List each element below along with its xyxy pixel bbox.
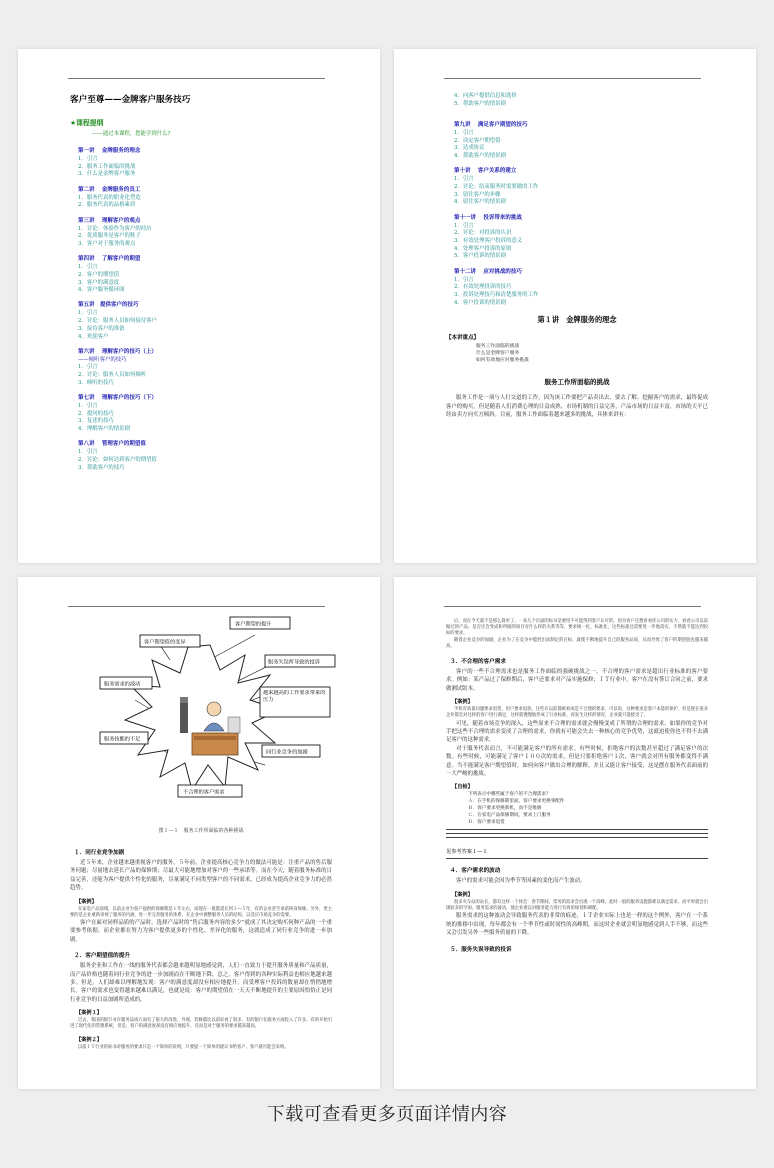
challenges-diagram (80, 615, 340, 825)
lecture-title: 第二讲 金牌服务的员工 (78, 186, 141, 193)
toc-lecture (446, 121, 708, 161)
page3-body (70, 841, 332, 1051)
lecture-item: 4．处理客户投诉的原则 (454, 245, 512, 252)
lecture-item: 3．复述的技巧 (78, 418, 114, 425)
body-paragraph: 服务工作是一项与人打交道的工作，因为该工作要把产品卖出去，要去了解、挖掘客户的需求，最终促成客户的购买。但是随着人们消费心理的日益成熟、市场机制的日益完善，产品市场的日益丰富，市场的天平已经由卖方向买方倾斜。目前，服务工作面临着越来越多的挑战，具体来讲有： (446, 395, 708, 419)
lecture-item: 2．讨论：如何达到客户的期望值 (78, 457, 157, 464)
body-paragraph: 服务需求的这种波动会导致服务代表的非常的痕迹，ＩＴ企业实际上也是一样的这个例外，客户在一个系统的推移中出现，每年都会有一个季节性或时间性的高峰期，而这时企业就会明显地感觉到人手不够，而这些又会引发另外一些服务质量的下降。 (446, 913, 708, 937)
lecture-item: 2．客户的期望值 (78, 271, 120, 278)
lecture-item: 3．帮助客户的技巧 (78, 464, 125, 471)
lecture-item: 1．引言 (78, 156, 98, 162)
toc-lecture (446, 214, 708, 262)
quiz-option: Ｄ．客户要求退货 (468, 819, 505, 825)
header-rule (68, 78, 325, 79)
lecture-item: 3．有效处理客户投诉的意义 (454, 237, 523, 244)
lecture-item: 2．设定客户期望值 (454, 137, 501, 144)
lecture-item: 3．客户的满意度 (78, 279, 120, 286)
answer-line (446, 858, 708, 859)
lecture-item: 3．什么是金牌客户服务 (78, 171, 136, 178)
case-label: 【案例２】 (76, 1036, 102, 1043)
diagram-label: 服务需求的波动 (104, 681, 141, 688)
download-more-banner[interactable]: 下载可查看更多页面详情内容 (266, 1104, 508, 1125)
section-heading: ５．服务失误导致的投诉 (450, 946, 512, 953)
lecture-item: 4．客户服务循环图 (78, 287, 125, 294)
header-rule (68, 606, 325, 607)
figure-caption: 图１—１ 服务工作所面临的各种挑战 (158, 828, 244, 834)
lecture-title: 第十讲 客户关系的建立 (454, 168, 517, 175)
toc-lecture (70, 394, 332, 434)
diagram-label: 服务失误所导致的投诉 (268, 659, 320, 666)
lecture-item: 2．优质服务是客户的鞋子 (78, 233, 141, 240)
toc-lecture (70, 217, 332, 249)
body-paragraph: 服务企业和工作在一线的服务代表都会越来越明显地感觉到，人们一直致力于提升服务质量和产品质量，而产品价格也随着同行业竞争的进一步加剧而在不断地下降，总之，客户得到的各种实际利益也相应地越来越多。但是，人们却难以理解地发现：客户的满意度却没有相应地提升，而受理客户投诉的数量却在悄悄地增长。客户的需求也变得越来越难以满足，也就是说：客户的期望值在一天天不断地提升的主要原因恰恰正是同行业竞争的日益加剧所造成的。 (70, 963, 332, 1003)
answer-line (446, 833, 708, 834)
toc-lecture (446, 167, 708, 207)
header-rule (444, 78, 701, 79)
toc-continued (446, 93, 708, 420)
document-page-3 (18, 577, 380, 1089)
section-heading: １．同行业竞争加剧 (74, 850, 125, 856)
lecture-item: 4．客户投诉的情景剧 (454, 299, 506, 306)
case-text: 很多火车站的站长，都有这样一个体会：春节期间，票务的需求会出现一个高峰，此时一般的服务设施都难以满足需求，而平时就会出现较多的空闲。服务需求的波动，使企业难以对服务能力进行有效的规划和调配。 (446, 899, 708, 912)
document-page-4 (394, 577, 756, 1089)
lecture-title: 第十一讲 投诉带来的挑战 (454, 214, 522, 221)
lecture-item: 1．引言 (454, 129, 474, 136)
lecture-title: 第五讲 提供客户的技巧 (78, 302, 139, 309)
lecture-title: 第六讲 理解客户的技巧（上） (78, 348, 157, 355)
header-rule (444, 606, 701, 607)
lecture-item: 3．达成协议 (454, 145, 485, 152)
case-text: 过去，我国的银行业在服务品质方面有了很大的改进，外观、装修都比以前好看了很多，有的银行在服务方面投入了许多，有的开始引进了现代化的管理系统，但是，客户的满意度却没有相应地提升，反而是对于服务的要求越来越高。 (70, 1018, 332, 1030)
lecture-item: 1．服务代表的职业化塑造 (78, 194, 141, 201)
lecture-item: 5．帮助客户的情景剧 (454, 100, 506, 107)
toc-lecture-continued (446, 93, 708, 108)
lecture-item: 2．讨论：对投诉的认识 (454, 230, 512, 237)
diagram-label: 同行业竞争的加剧 (266, 749, 308, 756)
lecture-item: 4．留住客户的情景剧 (454, 199, 506, 206)
document-title: 客户至尊——金牌客户服务技巧 (70, 95, 191, 105)
body-paragraph: 可见，随着市场竞争的深入，这些原来不合理的需求就会慢慢变成了所谓的合理的需求。如果你的竞争对手把这些不合理的需求变成了合理的需求，你就有可能会失去一种核心的竞争优势，这就迫使你也不得不去满足客户的这种需求。 (446, 720, 708, 744)
lecture-item: 1．讨论：体验作为客户的经历 (78, 225, 152, 232)
section-title: 服务工作所面临的挑战 (544, 378, 610, 387)
key-point: 服务工作面临的挑战 (476, 344, 520, 350)
quiz-question: 下列表示中哪些属于客户的不合理需求？ (468, 792, 551, 798)
toc-lecture (70, 147, 332, 179)
lecture-item: 3．接待客户的准备 (78, 325, 125, 332)
case-label: 【案例】 (76, 898, 97, 905)
answer-reference: 见参考答案１—１ (446, 849, 488, 856)
lecture-item: 2．服务代表的品格素质 (78, 202, 136, 209)
toc-subheading: ——通过本课程，您能学到什么? (92, 131, 171, 137)
lecture-subtitle: ——倾听客户的技巧 (78, 356, 127, 363)
lecture-title: 第十二讲 应对挑战的技巧 (454, 268, 522, 275)
lecture-item: 3．投诉处理技巧和清楚服务的工作 (454, 291, 539, 298)
page4-content (446, 619, 708, 956)
lecture-title: 第三讲 理解客户的观点 (78, 217, 141, 224)
lecture-item: 4．帮助客户的情景剧 (454, 153, 506, 160)
lecture-item: 2．服务工作面临的挑战 (78, 163, 136, 170)
body-paragraph: 客户的一些不合理需求也是服务工作面临的强硬挑战之一。不合理的客户需求是超出行业标准的客户要求。例如：某产品过了保修期后，客户还要求对产品实施保修；ＩＴ行业中，客户在没有签订合同之前，要求做测试版本。 (446, 669, 708, 692)
key-points-label: 【本讲重点】 (446, 335, 480, 342)
lecture-item: 1．引言 (78, 310, 98, 317)
diagram-label: 客户期望值的变异 (144, 639, 186, 646)
continued-text: 后，而在今天就不是那么简单了。一来几个页面的标书是要用不可能得到客户认可的，因为客户还想看看你公司的实力、看看公司以前做过的产品、是否还会变成和所做的项目有什么样的关系等等，要求统一化、标准化，这些标准还需要进一步地落实，不然就不能达到投标的要求。 (446, 619, 708, 637)
quiz-option: Ｂ．客户要求更换新机，而不是维修 (468, 806, 542, 812)
body-paragraph: 近５年来，企业越来越重视客户的服务，５年前，企业提高核心竞争力的做法可能是：注重产品的售后服务问题；尽量地去延长产品的保修期；尽最大可能地增加对客户的一些承诺等。而在今天，随着服务标准的日益完善，还能为客户提供个性化的服务，尽量满足不同类型客户的不同需求，已经成为提高企业竞争力的必然趋势。 (70, 860, 332, 892)
lecture-item: 3．留住客户的步骤 (454, 191, 501, 198)
self-check-label: 【自检】 (452, 784, 473, 791)
lecture-title: 第四讲 了解客户的期望 (78, 256, 141, 263)
lecture-title: 第一讲 金牌服务的理念 (78, 148, 141, 154)
lecture-title: 第七讲 理解客户的技巧（下） (78, 395, 157, 402)
case-text: 手机有质量问题要求退货，用户要求退款，这些在以前都被看成是不合理的要求。可以说，这种要求是客户本能的保护，但是现在很多企业都会对这样的客户进行满足，这样就慢慢地形成了行业标准，再发生这样的情况，企业就只能接受了。 (446, 707, 708, 719)
diagram-label: 不合理的客户需求 (183, 789, 225, 796)
chapter-title: 第１讲 金牌服务的理念 (537, 315, 617, 325)
lecture-item: 2．讨论：服务人员如何接待客户 (78, 318, 157, 325)
case-label: 【案例】 (452, 699, 473, 706)
key-point: 什么是金牌客户服务 (476, 351, 520, 357)
lecture-item: 1．引言 (454, 276, 474, 283)
lecture-item: 2．有效处理投诉的技巧 (454, 284, 512, 291)
lecture-item: 1．引言 (454, 222, 474, 229)
case-label: 【案例１】 (76, 1010, 102, 1017)
document-page-2 (394, 49, 756, 563)
continued-text: 随着企业竞争的加剧，企业为了在竞争中能胜出而制定的目标，就使不断地提升自己的服务品质，从而导致了客户的期望值也越来越高。 (446, 637, 708, 649)
toc-lecture (70, 255, 332, 295)
toc-lecture (70, 301, 332, 341)
section-heading: ３．不合理的客户需求 (450, 659, 506, 666)
burst-shape (125, 645, 280, 790)
toc-heading: ★课程提纲 (70, 119, 104, 127)
key-point: 如何有效地应对服务挑战 (476, 358, 529, 364)
lecture-title: 第八讲 管理客户的期望值 (78, 441, 146, 448)
lecture-item: 3．倾听的技巧 (78, 379, 114, 386)
toc-lecture (70, 186, 332, 210)
toc-lecture (70, 348, 332, 388)
quiz-option: Ａ．在手机的保修期里面，客户要求更换零配件 (468, 799, 565, 805)
toc-lecture (446, 268, 708, 308)
toc-content (70, 85, 332, 479)
answer-line (446, 837, 708, 838)
lecture-item: 2．讨论：结束服务时需要做的工作 (454, 183, 539, 190)
case-text: 在家电产品领域，以前企业为客户提供的保修期是１年左右，而现在一般都延长到３—５年，有的企业甚至承诺终身保修。另外，更主要的是企业重新审视了服务的内涵，进一步完善服务的体系，在企业中调整服务人员的结构，以适应市场竞争的需要。 (70, 906, 332, 918)
lecture-item: 4．向客户提供信息和选择 (454, 93, 517, 99)
lecture-title: 第九讲 满足客户期望的技巧 (454, 121, 528, 128)
lecture-item: 1．引言 (454, 176, 474, 183)
case-label: 【案例】 (452, 891, 473, 898)
body-paragraph: 客户在面对同样品质的产品时，选择产品时的“售后服务内容的多少”就成了其决定购买何种产品的一个重要参考依据。而企业都在努力为客户提供更多的个性化、差异化的服务，这就造成了同行业竞争的进一步加剧。 (70, 920, 332, 943)
lecture-item: 5．客户投诉的情景剧 (454, 253, 506, 260)
lecture-item: 2．讨论：服务人员如何倾听 (78, 372, 147, 379)
lecture-item: 4．欢迎客户 (78, 333, 109, 340)
lecture-item: 3．客户对于服务的观点 (78, 240, 136, 247)
document-page-1 (18, 49, 380, 563)
lecture-item: 4．理解客户的情景剧 (78, 426, 130, 433)
diagram-label: 服务技能的不足 (104, 736, 141, 743)
diagram-label: 客户期望的提升 (235, 621, 272, 628)
lecture-item: 1．引言 (78, 403, 98, 410)
body-paragraph: 客户的需求可能会因为季节等因素的变化而产生波动。 (456, 878, 586, 885)
toc-lecture (70, 440, 332, 472)
section-heading: ２．客户期望值的提升 (74, 953, 130, 960)
lecture-item: 1．引言 (78, 364, 98, 371)
quiz-option: Ｃ．在家电产品保修期间，要求上门服务 (468, 812, 551, 818)
lecture-item: 1．引言 (78, 449, 98, 456)
case-text: 以前ＩＴ行业的标书对服务的要求只是一个简单的说明，只要提一个简单的建议书给客户，客户就可能会采纳。 (78, 1044, 289, 1050)
answer-line (446, 829, 708, 830)
lecture-item: 2．提问的技巧 (78, 410, 114, 417)
diagram-label: 越来越高的工作要求带来的压力 (263, 690, 326, 703)
lecture-item: 1．引言 (78, 264, 98, 271)
body-paragraph: 对于服务代表而言，不可能满足客户的所有需求。有些时候，拒绝客户的次数甚至超过了满足客户的次数。有些时候，可能满足了客户１００次的需求，但是只要拒绝客户１次，客户就会对所有服务都变得不满意。当不能满足客户期望值时，如何向客户做出合理的解释，并且又能让客户接受，这是摆在服务代表面前的一大严峻的挑战。 (446, 745, 708, 778)
section-heading: ４．客户需求的波动 (450, 868, 501, 875)
